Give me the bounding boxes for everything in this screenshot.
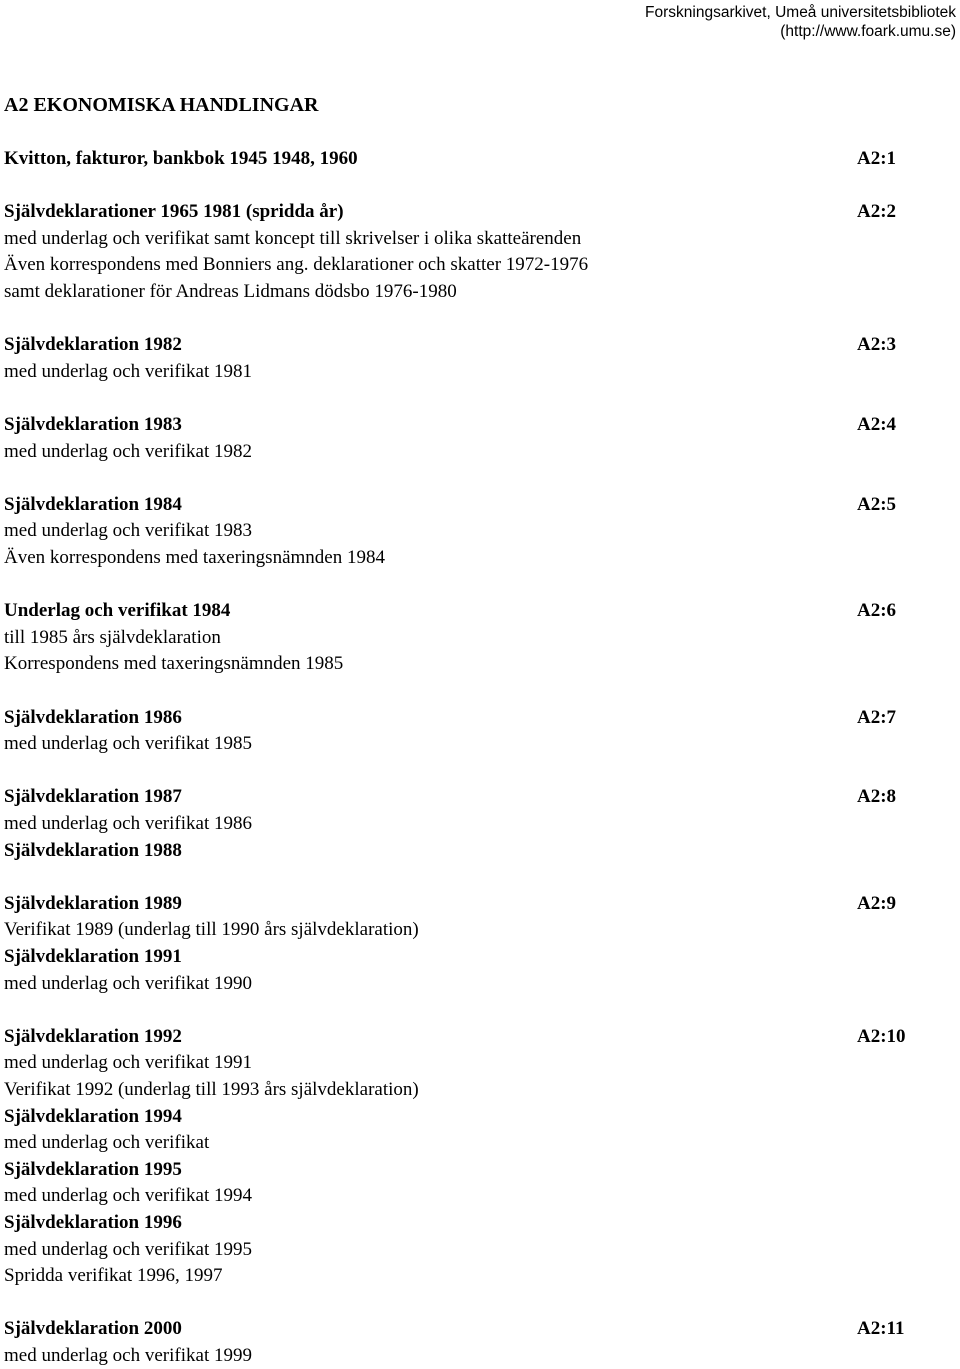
entry-title: Självdeklarationer 1965 1981 (spridda år) <box>4 201 344 223</box>
entry-title: Självdeklaration 1989 <box>4 892 182 914</box>
entry-subtitle: Självdeklaration 1988 <box>4 839 182 861</box>
entry-detail: med underlag och verifikat 1994 <box>4 1185 252 1207</box>
entry-title: Självdeklaration 1984 <box>4 493 182 515</box>
entry-title: Självdeklaration 2000 <box>4 1318 182 1340</box>
section-title: A2 EKONOMISKA HANDLINGAR <box>4 94 319 116</box>
entry-subtitle: Självdeklaration 1996 <box>4 1212 182 1233</box>
entry-detail: samt deklarationer för Andreas Lidmans dödsbo 1976-1980 <box>4 281 457 302</box>
entry-detail: med underlag och verifikat 1986 <box>4 813 252 834</box>
entry-detail: med underlag och verifikat 1991 <box>4 1052 252 1074</box>
entry-subtitle: Självdeklaration 1994 <box>4 1105 182 1127</box>
entry-detail: Verifikat 1989 (underlag till 1990 års självdeklaration) <box>4 919 419 941</box>
entry-title: Självdeklaration 1992 <box>4 1025 182 1047</box>
entry-detail: med underlag och verifikat samt koncept till skrivelser i olika skatteärenden <box>4 227 582 249</box>
volume-reference: A2:5 <box>857 493 897 515</box>
entry-detail: Spridda verifikat 1996, 1997 <box>4 1265 223 1287</box>
archive-url: (http://www.foark.umu.se) <box>780 23 956 40</box>
volume-reference: A2:9 <box>857 892 897 914</box>
archive-institution: Forskningsarkivet, Umeå universitetsbibliotek <box>645 4 956 21</box>
volume-reference: A2:11 <box>857 1318 905 1340</box>
entry-detail: med underlag och verifikat 1995 <box>4 1238 252 1260</box>
volume-reference: A2:1 <box>857 148 897 169</box>
entry-title: Självdeklaration 1982 <box>4 334 182 356</box>
entry-detail: med underlag och verifikat 1999 <box>4 1345 252 1366</box>
volume-reference: A2:4 <box>857 414 897 435</box>
entry-detail: Verifikat 1992 (underlag till 1993 års självdeklaration) <box>4 1079 419 1100</box>
entry-title: Självdeklaration 1987 <box>4 786 182 808</box>
entry-detail: till 1985 års självdeklaration <box>4 626 221 648</box>
entry-detail: med underlag och verifikat 1981 <box>4 360 252 382</box>
entry-detail: med underlag och verifikat 1982 <box>4 440 252 462</box>
entry-subtitle: Självdeklaration 1995 <box>4 1158 182 1180</box>
entry-title: Kvitton, fakturor, bankbok 1945 1948, 1960 <box>4 148 358 169</box>
entry-detail: med underlag och verifikat 1985 <box>4 733 252 755</box>
volume-reference: A2:7 <box>857 706 897 728</box>
entry-subtitle: Självdeklaration 1991 <box>4 946 182 967</box>
entry-detail: Även korrespondens med Bonniers ang. deklarationer och skatter 1972-1976 <box>4 254 589 276</box>
volume-reference: A2:6 <box>857 600 897 622</box>
entry-title: Självdeklaration 1986 <box>4 706 182 728</box>
volume-reference: A2:10 <box>857 1025 906 1047</box>
entry-title: Underlag och verifikat 1984 <box>4 600 231 622</box>
entry-detail: Även korrespondens med taxeringsnämnden 1984 <box>4 547 385 568</box>
entry-detail: med underlag och verifikat 1990 <box>4 972 252 994</box>
entry-title: Självdeklaration 1983 <box>4 414 182 435</box>
archive-source-header <box>645 3 956 41</box>
entry-detail: med underlag och verifikat <box>4 1132 210 1154</box>
volume-reference: A2:8 <box>857 786 897 808</box>
volume-reference: A2:3 <box>857 334 897 356</box>
entry-detail: Korrespondens med taxeringsnämnden 1985 <box>4 653 344 675</box>
entry-detail: med underlag och verifikat 1983 <box>4 520 252 542</box>
volume-reference: A2:2 <box>857 201 897 223</box>
